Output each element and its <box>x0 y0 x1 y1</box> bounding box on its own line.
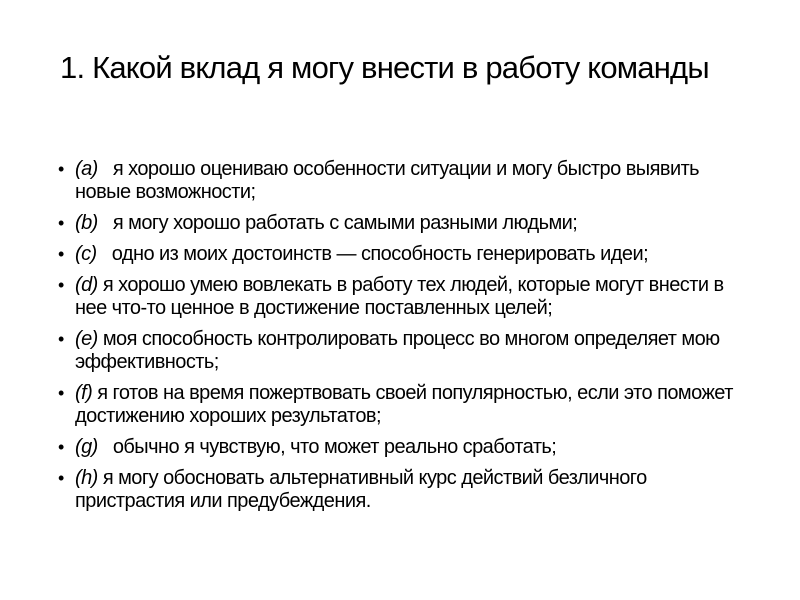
slide-title: 1. Какой вклад я могу внести в работу команды <box>60 50 709 85</box>
item-marker: (e) <box>75 328 98 350</box>
item-marker: (a) <box>75 158 98 180</box>
bullet-icon: • <box>58 275 64 295</box>
marker-gap <box>98 212 113 234</box>
list-item-f <box>58 382 748 428</box>
bullet-icon: • <box>58 244 64 264</box>
item-marker: (c) <box>75 243 97 265</box>
item-text: я хорошо оцениваю особенности ситуации и могу быстро выявить новые возможности; <box>75 158 700 203</box>
list-item-d <box>58 274 748 320</box>
item-marker: (f) <box>75 382 93 404</box>
item-text: я хорошо умею вовлекать в работу тех людей, которые могут внести в нее что-то ценное в достижение поставленных целей; <box>75 274 724 319</box>
marker-gap <box>98 436 113 458</box>
item-marker: (b) <box>75 212 98 234</box>
bullet-icon: • <box>58 468 64 488</box>
item-text: я готов на время пожертвовать своей популярностью, если это поможет достижению хороших результатов; <box>75 382 733 427</box>
bullet-icon: • <box>58 329 64 349</box>
list-item-h <box>58 467 748 513</box>
list-item-a <box>58 158 748 204</box>
item-text: я могу хорошо работать с самыми разными людьми; <box>112 212 578 234</box>
item-text: одно из моих достоинств — способность генерировать идеи; <box>111 243 649 265</box>
item-text: обычно я чувствую, что может реально сработать; <box>112 436 557 458</box>
item-text: моя способность контролировать процесс во многом определяет мою эффективность; <box>75 328 720 373</box>
bullet-icon: • <box>58 213 64 233</box>
list-item-g <box>58 436 748 459</box>
marker-gap <box>98 158 113 180</box>
bullet-icon: • <box>58 159 64 179</box>
item-marker: (h) <box>75 467 98 489</box>
list-item-c <box>58 243 748 266</box>
bullet-icon: • <box>58 383 64 403</box>
item-marker: (g) <box>75 436 98 458</box>
bullet-icon: • <box>58 437 64 457</box>
item-text: я могу обосновать альтернативный курс действий безличного пристрастия или предубеждения. <box>75 467 647 512</box>
list-item-b <box>58 212 748 235</box>
marker-gap <box>97 243 112 265</box>
bullet-list <box>58 158 748 521</box>
item-marker: (d) <box>75 274 98 296</box>
list-item-e <box>58 328 748 374</box>
